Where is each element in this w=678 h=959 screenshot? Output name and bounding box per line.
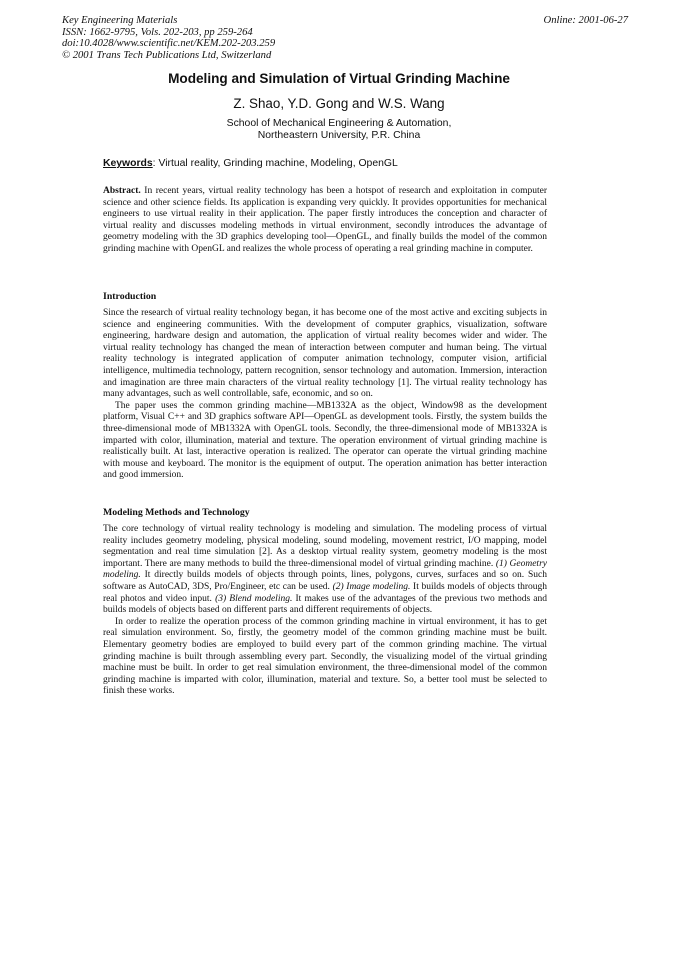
abstract-section	[103, 186, 547, 256]
keywords-colon: :	[152, 158, 156, 169]
introduction-paragraph-2: The paper uses the common grinding machine—MB1332A as the object, Window98 as the development platform, Visual C++ and 3D graphics software API—OpenGL as development tools. Firstly, the system builds the three-dimensional mode of MB1332A with OpenGL tools. Secondly, the three-dimensional mode of MB1332A is imparted with color, illumination, material and texture. The operation environment of virtual grinding machine is realistically built. At last, interactive operation is realized. The operator can operate the virtual grinding machine with mouse and keyboard. The monitor is the equipment of output. The operation animation has better interaction and good immersion.	[103, 400, 547, 481]
abstract-text: In recent years, virtual reality technology has been a hotspot of research and exploitation in computer science and other science fields. Its application is expanding very quickly. It provides opportunities for mechanical engineers to use virtual reality in their application. The paper firstly introduces the conception and character of virtual reality and discusses modeling methods in virtual environment, secondly introduces the advantage of geometry modeling with the 3D graphics developing tool—OpenGL, and finally builds the model of the common grinding machine with OpenGL and realizes the whole process of operating a real grinding machine in computer.	[103, 186, 547, 254]
methods-text-b: It directly builds models of objects through points, lines, polygons, curves, surfaces and so on. Such software as AutoCAD, 3DS, Pro/Engineer, etc can be used.	[103, 570, 547, 592]
abstract-label: Abstract.	[103, 186, 141, 196]
abstract-paragraph	[103, 186, 547, 256]
introduction-heading: Introduction	[103, 291, 157, 302]
keywords-line	[103, 158, 398, 170]
journal-header	[62, 15, 275, 61]
method-image-modeling: (2) Image modeling.	[332, 581, 411, 592]
online-date: Online: 2001-06-27	[543, 15, 628, 26]
affiliation	[0, 118, 678, 143]
methods-paragraph-2: In order to realize the operation process of the common grinding machine in virtual environment, it has to get real simulation environment. So, firstly, the geometry model of the common grinding machine must be built. Elementary geometry bodies are employed to build every part of the common grinding machine. The virtual grinding machine is built through assembling every part. Secondly, the visualizing model of the virtual grinding machine must be built. In order to get real simulation environment, the three-dimensional model of the common grinding machine is imparted with color, illumination, material and texture. So, a better tool must be selected to finish these works.	[103, 616, 547, 697]
keywords-text: Virtual reality, Grinding machine, Modeling, OpenGL	[158, 158, 398, 169]
affiliation-line-2: Northeastern University, P.R. China	[257, 130, 421, 142]
paper-title: Modeling and Simulation of Virtual Grinding Machine	[168, 71, 510, 86]
methods-text-d: It makes use of the advantages of the previous two methods and builds models of objects based on different parts and different requirements of objects.	[103, 593, 548, 616]
methods-heading: Modeling Methods and Technology	[103, 507, 250, 518]
introduction-section	[103, 308, 547, 482]
methods-section	[103, 524, 547, 698]
doi-line: doi:10.4028/www.scientific.net/KEM.202-203.259	[62, 38, 276, 50]
keywords-label: Keywords	[103, 158, 153, 169]
methods-text-c: It builds models of objects through real photos and video input.	[103, 581, 548, 604]
journal-name: Key Engineering Materials	[62, 15, 178, 26]
methods-paragraph-1	[103, 524, 547, 617]
issn-line: ISSN: 1662-9795, Vols. 202-203, pp 259-264	[62, 26, 253, 38]
method-blend-modeling: (3) Blend modeling.	[215, 593, 293, 604]
author-list: Z. Shao, Y.D. Gong and W.S. Wang	[233, 96, 445, 111]
copyright-line: © 2001 Trans Tech Publications Ltd, Switzerland	[62, 49, 272, 61]
affiliation-line-1: School of Mechanical Engineering & Automation,	[226, 118, 452, 129]
methods-text-a: The core technology of virtual reality technology is modeling and simulation. The modeling process of virtual reality includes geometry modeling, physical modeling, sound modeling, movement restrict, I/O mapping, model segmentation and real time simulation [2]. As a desktop virtual reality system, geometry modeling is the most important. There are many methods to build the three-dimensional model of virtual grinding machine.	[103, 524, 547, 569]
method-geometry-modeling: (1) Geometry modeling.	[103, 558, 547, 581]
introduction-paragraph-1: Since the research of virtual reality technology began, it has become one of the most active and exciting subjects in science and engineering communities. With the development of computer graphics, visualization, software engineering, hardware design and automation, the application of virtual reality becomes wider and wider. The virtual reality technology has changed the mean of interaction between computer and human being. The virtual reality technology is integrated application of computer animation technology, computer vision, artificial intelligence, multimedia technology, pattern recognition, sensor technology and automation. Immersion, interaction and imagination are three main characters of the virtual reality technology [1]. The virtual reality technology has many advantages, such as well controllable, safe, economic, and so on.	[103, 308, 547, 400]
